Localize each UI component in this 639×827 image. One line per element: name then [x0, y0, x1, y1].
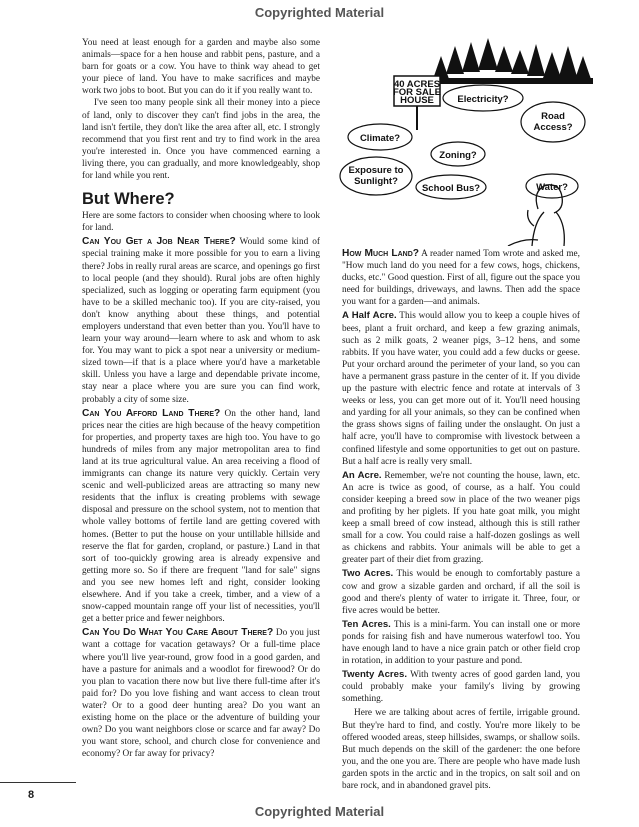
run-in-heading-how-much: How Much Land? [342, 248, 419, 259]
page-number: 8 [28, 789, 35, 801]
bubble-text-exposure-2: Sunlight? [354, 176, 398, 187]
section-job-body: Would some kind of special training make it more possible for you to earn a living there? Jobs in really rural areas are scarce, and openings go first to local people (and they should). Rural jobs are often highly specialized, such as logging or operating farm equipment (you have to be a skilled mechanic too). If you are city-raised, you don't know anything about these things, and potential employers understand that even better than you. You'll have to learn your way around—learn where to ask and whom to ask for. You may want to pick a spot near a university or medium-sized town—if that is a place where you'd have a marketable skill. Unless you have a large and dependable private income, stay near a place where you are sure you can find work, probably a city of some size. [82, 237, 321, 405]
bubble-text-electricity: Electricity? [457, 94, 509, 105]
bubble-text-road-2: Access? [533, 122, 573, 133]
sign-line-1: 40 ACRES [393, 79, 441, 90]
run-in-heading-job: Can You Get a Job Near There? [82, 236, 236, 248]
section-ten-acres [342, 619, 580, 667]
bubble-text-school-bus: School Bus? [421, 183, 481, 194]
section-ten-acres-body: This is a mini-farm. You can install one or more ponds for raising fish and have numerous waterfowl too. You have enough land to have a nice grain patch or other field crop in rotation, in addition to your pasture and pond. [342, 619, 580, 667]
bubble-text-zoning: Zoning? [439, 150, 477, 161]
for-sale-sign-icon [393, 76, 441, 130]
paragraph-advice: I've seen too many people sink all their money into a piece of land, only to discover they can't find jobs in the area, the land isn't fertile, they don't like the area after all, etc. I strongly recommend that you first rent and try to find work in the area you're interested in. Once you have commenced earning a living there, you can gradually, and more knowledgeably, shop for land while you rent. [82, 98, 320, 182]
section-twenty-acres [342, 669, 580, 705]
left-column [82, 37, 320, 760]
section-acre [342, 470, 580, 567]
run-in-heading-afford: Can You Afford Land There? [82, 407, 221, 419]
section-care [82, 627, 320, 760]
section-half-acre-body: This would allow you to keep a couple hives of bees, plant a fruit orchard, and keep a few grazing animals, such as 2 milk goats, 2 weaner pigs, 3–12 hens, and some rabbits. If you have water, you could add a few ducks or geese. Put your orchard around the perimeter of your land, so you can have a permanent grass pasture in the center of it. If you divide up the pasture with electric fence and rotate at intervals of 3 weeks or less, you can get more out of it. You'll need housing and yarding for all your animals, so they can be confined when the grass shows signs of failing under the onslaught. On just a half acre, you'll have to compromise with livestock between a confined lifestyle and some opportunities to get out on pasture. But a half acre is really very small. [342, 311, 580, 467]
run-in-heading-two-acres: Two Acres. [342, 568, 394, 580]
watermark-bottom: Copyrighted Material [254, 804, 385, 819]
bubble-text-water: Water? [536, 182, 568, 193]
sign-line-2: FOR SALE [392, 87, 442, 98]
bubble-text-exposure-1: Exposure to [348, 165, 404, 176]
land-questions-illustration [338, 34, 593, 246]
run-in-heading-care: Can You Do What You Care About There? [82, 627, 274, 639]
paragraph-intro: You need at least enough for a garden and maybe also some animals—space for a hen house and rabbit pens, pasture, and a barn for goats or a cow. You have to think way ahead to get your piece of land. You have to make sacrifices and maybe work two jobs to boot. But you can do it if you really want to. [82, 38, 320, 97]
section-how-much-body: A reader named Tom wrote and asked me, "How much land do you need for a few cows, hogs, chickens, ducks, etc." Good question. First of all, figure out the space you need for buildings, driveways, and lawns. Then add the space you want for a garden—and animals. [342, 249, 580, 308]
section-care-body: Do you just want a cottage for vacation getaways? Or a full-time place where you'll live year-round, grow food in a good garden, and have a pasture for animals and a woodlot for firewood? Or do you plan to vacation there now but live there full-time after it's paid for? Do you love fishing and want access to clean trout water? Or to a good deer hunting area? Do you want an existing home on the place or the adventure of building your own? Do you want neighbors close or scarce and far away? Do you want store, school, and church close for convenience and economy? Or far away for privacy? [82, 628, 320, 760]
margin-rule [0, 782, 76, 783]
section-acre-body: Remember, we're not counting the house, lawn, etc. An acre is twice as good, of course, as a half. You could consider keeping a breed sow in place of the two weaner pigs and profiting by her piglets. If you hate goat milk, you might keep a small breed of cow instead, although this is still rather small for a cow. You could raise a half-dozen goslings as well as chickens and rabbits. Your animals will be able to get a greater part of their diet from grazing. [342, 470, 580, 566]
paragraph-factors: Here are some factors to consider when choosing where to look for land. [82, 211, 320, 234]
section-job [82, 236, 320, 405]
sign-line-3: HOUSE [400, 95, 434, 106]
bubble-text-climate: Climate? [359, 133, 401, 144]
right-column [342, 248, 580, 792]
section-twenty-acres-body: With twenty acres of good garden land, you could probably make your family's living by growing something. [342, 670, 581, 705]
paragraph-closing: Here we are talking about acres of fertile, irrigable ground. But they're hard to find, and costly. You're more likely to be offered wooded areas, steep hillsides, swamps, or shallow soils. But much depends on the skill of the gardener: the one before you, and the one you are. There are people who have made lush garden spots in the arctic and in the tropics, on salt soil and on bare rock, and in abandoned gravel pits. [342, 708, 580, 792]
tree-line-icon [433, 38, 593, 84]
watermark-top: Copyrighted Material [254, 5, 385, 20]
run-in-heading-twenty-acres: Twenty Acres. [342, 669, 407, 681]
section-half-acre [342, 310, 580, 467]
run-in-heading-half-acre: A Half Acre. [342, 310, 397, 322]
section-afford [82, 408, 320, 626]
section-afford-body: On the other hand, land prices near the cities are high because of the heavy competition for properties, and property taxes are high too. You have to go hundreds of miles from any major metropolitan area to find land at its true agricultural value. An area receiving a flood of immigrants can change its nature very quickly. Certain very scenic and well-publicized areas are attracting so many new residents that the influx is creating problems with sewage disposal and pressure on the school system, not to mention that whole valley bottoms of fertile land are getting covered with homes. (Better to put the house on your untillable hillside and reserve the flat for garden, cropland, or pasture.) Land in that sort of too-quickly growing area is already expensive and getting more so. So if there are frequent "land for sale" signs and you see new homes left and right, consider looking elsewhere. And if you take a creek, timber, and a view of a snow-capped mountain range off your list of necessities, you'll get a better price and fewer neighbors. [82, 408, 320, 625]
section-two-acres-body: This would be enough to comfortably pasture a cow and grow a sizable garden and orchard, if all the soil is good and there's plenty of water to irrigate it. Three, four, or five acres would be better. [342, 569, 580, 616]
run-in-heading-acre: An Acre. [342, 469, 382, 481]
run-in-heading-ten-acres: Ten Acres. [342, 618, 391, 630]
section-how-much [342, 248, 580, 308]
section-heading-but-where: But Where? [82, 190, 175, 209]
bubble-text-road-1: Road [541, 111, 565, 122]
section-two-acres [342, 568, 580, 616]
